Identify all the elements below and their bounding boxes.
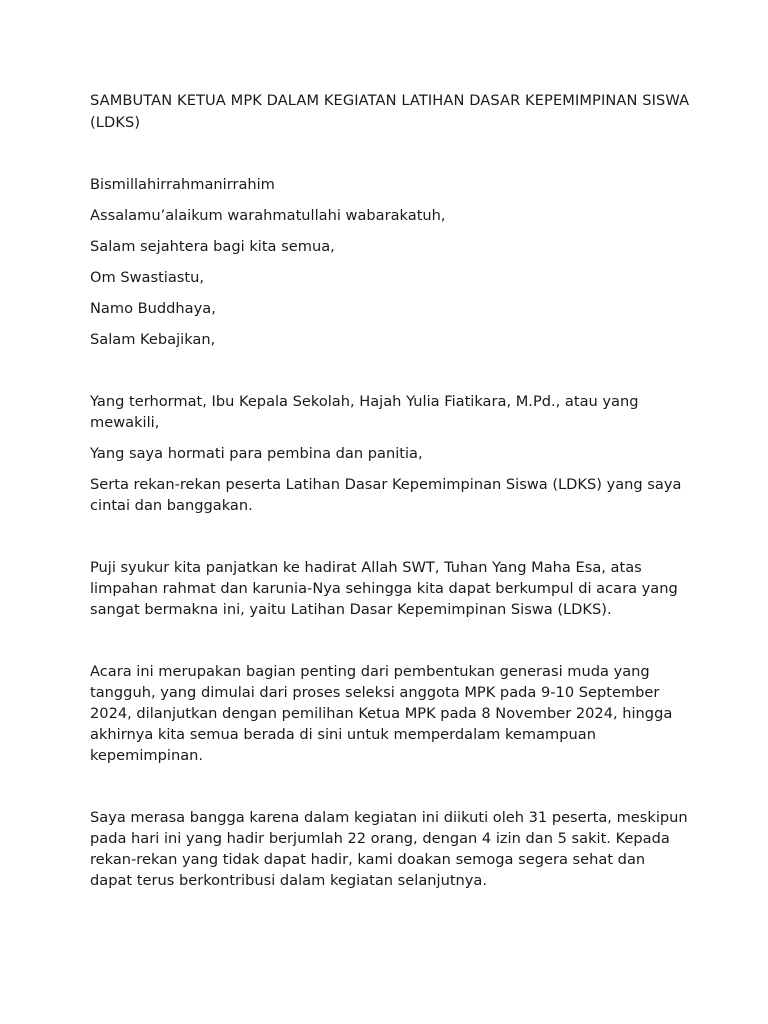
greeting-salam-sejahtera: Salam sejahtera bagi kita semua, bbox=[90, 238, 335, 255]
address-participants: Serta rekan-rekan peserta Latihan Dasar Kepemimpinan Siswa (LDKS) yang saya cintai dan banggakan. bbox=[90, 476, 682, 514]
greeting-assalamualaikum: Assalamu’alaikum warahmatullahi wabarakatuh, bbox=[90, 207, 446, 224]
greeting-basmalah: Bismillahirrahmanirrahim bbox=[90, 176, 275, 193]
body-paragraph-attendance: Saya merasa bangga karena dalam kegiatan ini diikuti oleh 31 peserta, meskipun pada hari ini yang hadir berjumlah 22 orang, dengan 4 izin dan 5 sakit. Kepada rekan-rekan yang tidak dapat hadir, kami doakan semoga segera sehat dan dapat terus berkontribusi dalam kegiatan selanjutnya. bbox=[90, 809, 688, 889]
body-paragraph-gratitude: Puji syukur kita panjatkan ke hadirat Allah SWT, Tuhan Yang Maha Esa, atas limpahan rahmat dan karunia-Nya sehingga kita dapat berkumpul di acara yang sangat bermakna ini, yaitu Latihan Dasar Kepemimpinan Siswa (LDKS). bbox=[90, 559, 678, 618]
greeting-om-swastiastu: Om Swastiastu, bbox=[90, 269, 205, 286]
body-paragraph-event-history: Acara ini merupakan bagian penting dari pembentukan generasi muda yang tangguh, yang dimulai dari proses seleksi anggota MPK pada 9-10 September 2024, dilanjutkan dengan pemilihan Ketua MPK pada 8 November 2024, hingga akhirnya kita semua berada di sini untuk memperdalam kemampuan kepemimpinan. bbox=[90, 663, 673, 764]
address-mentors: Yang saya hormati para pembina dan panitia, bbox=[90, 445, 423, 462]
greeting-salam-kebajikan: Salam Kebajikan, bbox=[90, 331, 216, 348]
document-page bbox=[90, 90, 690, 901]
document-title: SAMBUTAN KETUA MPK DALAM KEGIATAN LATIHAN DASAR KEPEMIMPINAN SISWA (LDKS) bbox=[90, 92, 690, 131]
greeting-namo-buddhaya: Namo Buddhaya, bbox=[90, 300, 216, 317]
address-principal: Yang terhormat, Ibu Kepala Sekolah, Hajah Yulia Fiatikara, M.Pd., atau yang mewakili, bbox=[90, 393, 639, 431]
